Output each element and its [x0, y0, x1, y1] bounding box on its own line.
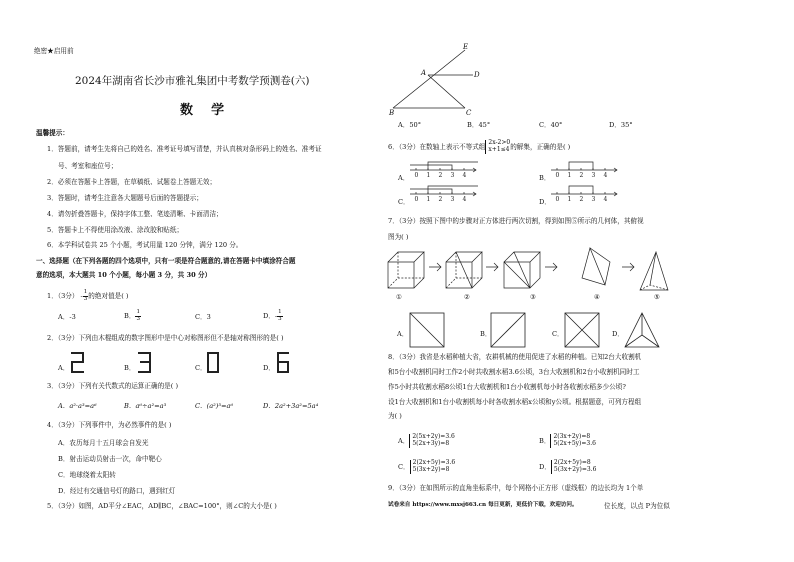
q8-line-4: 设1台大收割机和1台小收割机每小时各收割水稻x公顷和y公顷。根据题意，可列方程组: [388, 398, 642, 406]
q7-step-2: ②: [464, 293, 470, 301]
notice-line: 6．本学科试卷共 25 个小题，考试用量 120 分钟，满分 120 分。: [47, 241, 243, 249]
confidential-mark: 绝密★启用前: [34, 47, 74, 55]
q8-line-3: 作5小时共收割水稻8公顷1台大收割机和1台小收割机每小时各收割水稻多少公顷?: [388, 383, 626, 391]
q7-step-3: ③: [530, 293, 536, 301]
q8-option-d: D． 2(2x+5y)=8 5(3x+2y)=3.6: [539, 459, 597, 473]
q5-label-a: A: [421, 69, 427, 77]
q6-tick-label: 2: [579, 196, 584, 203]
q4-option-d: D．经过有交通信号灯的路口，遇到红灯: [58, 487, 176, 495]
q2-stem: 2．（3分）下列由木棍组成的数字图形中是中心对称图形但不是轴对称图形的是( ): [47, 334, 284, 342]
q5-label-e: E: [463, 43, 469, 51]
q1-option-c: C．3: [195, 313, 211, 321]
q6-tick-label: 1: [567, 196, 572, 203]
q6-stem: 6．（3分）在数轴上表示不等式组 2x-2>0 x+1≤4 的解集，正确的是( ): [388, 139, 571, 153]
q8-option-a: A． 2(5x+2y)=3.6 5(2x+3y)=8: [398, 433, 455, 447]
q2-option-a: A．: [58, 364, 70, 372]
q5-option-d: D．35°: [609, 121, 633, 129]
q6-tick-label: 4: [603, 172, 608, 179]
q5-option-b: B．45°: [467, 121, 491, 129]
q8-line-5: 为( ): [388, 412, 402, 420]
q9-line-2: 位长度，以点 P为位似: [604, 502, 670, 510]
q6-tick-label: 3: [450, 172, 455, 179]
notice-heading: 温馨提示：: [36, 129, 69, 137]
q6-tick-label: 4: [603, 196, 608, 203]
q6-option-c: C．: [398, 198, 410, 206]
q6-tick-label: 2: [438, 172, 443, 179]
q8-line-2: 和5台小收割机同时工作2小时共收割水稻3.6公顷，3台大收割机和2台小收割机同时工: [388, 368, 640, 376]
q4-option-c: C．地球绕着太阳转: [58, 471, 116, 479]
q9-line-1: 9．（3分）在如图所示的直角坐标系中，每个网格小正方形（虚线框）的边长均为 1个单: [388, 484, 644, 492]
q3-stem: 3．（3分）下列有关代数式的运算正确的是( ): [47, 382, 179, 390]
subject-title: 数 学: [180, 103, 225, 118]
q4-option-a: A．农历每月十五月球会自发光: [58, 439, 149, 447]
q6-tick-label: 3: [591, 172, 596, 179]
q3-option-b: B．a⁶÷a²=a³: [124, 402, 167, 410]
q8-option-b: B． 2(3x+2y)=8 5(2x+5y)=3.6: [539, 433, 596, 447]
q2-option-d: D．: [263, 364, 275, 372]
q5-stem: 5．（3分）如图，AD平分∠EAC，AD∥BC，∠BAC=100°，则∠C的大小是( ): [47, 502, 277, 510]
q3-option-a: A．a²·a³=a⁶: [58, 402, 97, 410]
q5-option-a: A．50°: [398, 121, 422, 129]
q5-label-b: B: [389, 109, 395, 117]
q6-tick-label: 1: [426, 196, 431, 203]
q6-tick-label: 4: [462, 172, 467, 179]
q6-tick-label: 0: [555, 196, 560, 203]
q6-option-a: A．: [398, 174, 410, 182]
notice-line: 3．答题时，请考生注意各大题题号后面的答题提示；: [47, 194, 203, 202]
q6-tick-label: 0: [555, 172, 560, 179]
q1-stem: 1．（3分） - $\frac{1}{3}$的绝对值是( ): [47, 289, 129, 302]
q1-option-a: A．-3: [58, 313, 76, 321]
q7-step-4: ④: [594, 293, 600, 301]
q5-label-d: D: [474, 71, 480, 79]
notice-line: 4．请勿折叠答题卡，保持字体工整、笔迹清晰、卡面清洁；: [47, 210, 223, 218]
q7-option-a: A．: [397, 330, 409, 338]
q7-option-c: C．: [552, 330, 564, 338]
q3-option-c: C．(a²)³=a⁶: [195, 402, 234, 410]
notice-line: 5．答题卡上不得使用涂改液、涂改胶和贴纸；: [47, 226, 184, 234]
q6-tick-label: 1: [567, 172, 572, 179]
q6-tick-label: 0: [414, 196, 419, 203]
section-heading-cont: 意的选项，本大题共 10 个小题，每小题 3 分，共 30 分）: [36, 271, 212, 279]
q7-step-5: ⑤: [654, 293, 660, 301]
q7-stem-cont: 图为( ): [388, 233, 409, 241]
q5-option-c: C．40°: [539, 121, 563, 129]
notice-line: 2．必须在答题卡上答题，在草稿纸、试题卷上答题无效；: [47, 178, 217, 186]
notice-line: 号、考室和座位号；: [58, 162, 118, 170]
notice-line: 1．答题前，请考生先将自己的姓名、准考证号填写清楚，并认真核对条形码上的姓名、准考证: [47, 145, 322, 153]
q7-option-b: B．: [480, 330, 492, 338]
q7-step-1: ①: [396, 293, 402, 301]
paper-title: 2024年湖南省长沙市雅礼集团中考数学预测卷(六): [75, 75, 310, 87]
q4-option-b: B．射击运动员射击一次，命中靶心: [58, 455, 162, 463]
q2-option-b: B．: [124, 364, 136, 372]
q1-option-b: B． $\frac{1}{3}$: [124, 309, 140, 322]
footer-source: 试卷来自 https://www.mxsj663.cn 每日更新，更低价下载，欢迎访问。: [388, 502, 578, 508]
q4-stem: 4．（3分）下列事件中，为必然事件的是( ): [47, 421, 172, 429]
q6-tick-label: 2: [579, 172, 584, 179]
q8-line-1: 8．（3分）我省是水稻种植大省，农耕机械的使用促进了水稻的种植。已知2台大收割机: [388, 353, 642, 361]
q6-tick-label: 1: [426, 172, 431, 179]
section-heading: 一、选择题（在下列各题的四个选项中，只有一项是符合题意的,请在答题卡中填涂符合题: [36, 257, 296, 265]
q6-option-b: B．: [539, 174, 551, 182]
q3-option-d: D．2a²+3a²=5a⁴: [263, 402, 319, 410]
q7-option-d: D．: [612, 330, 624, 338]
q6-tick-label: 4: [462, 196, 467, 203]
q8-option-c: C． 2(2x+5y)=3.6 5(3x+2y)=8: [398, 459, 456, 473]
q6-tick-label: 3: [591, 196, 596, 203]
q6-tick-label: 0: [414, 172, 419, 179]
q6-tick-label: 3: [450, 196, 455, 203]
q1-option-d: D．- $\frac{1}{3}$: [263, 309, 282, 322]
q7-stem: 7．（3分）按照下图中的步骤对正方体进行两次切割，得到如图⑤所示的几何体，其俯视: [388, 217, 644, 225]
q5-label-c: C: [466, 109, 472, 117]
q6-option-d: D．: [539, 198, 551, 206]
q2-option-c: C．: [195, 364, 207, 372]
q6-tick-label: 2: [438, 196, 443, 203]
